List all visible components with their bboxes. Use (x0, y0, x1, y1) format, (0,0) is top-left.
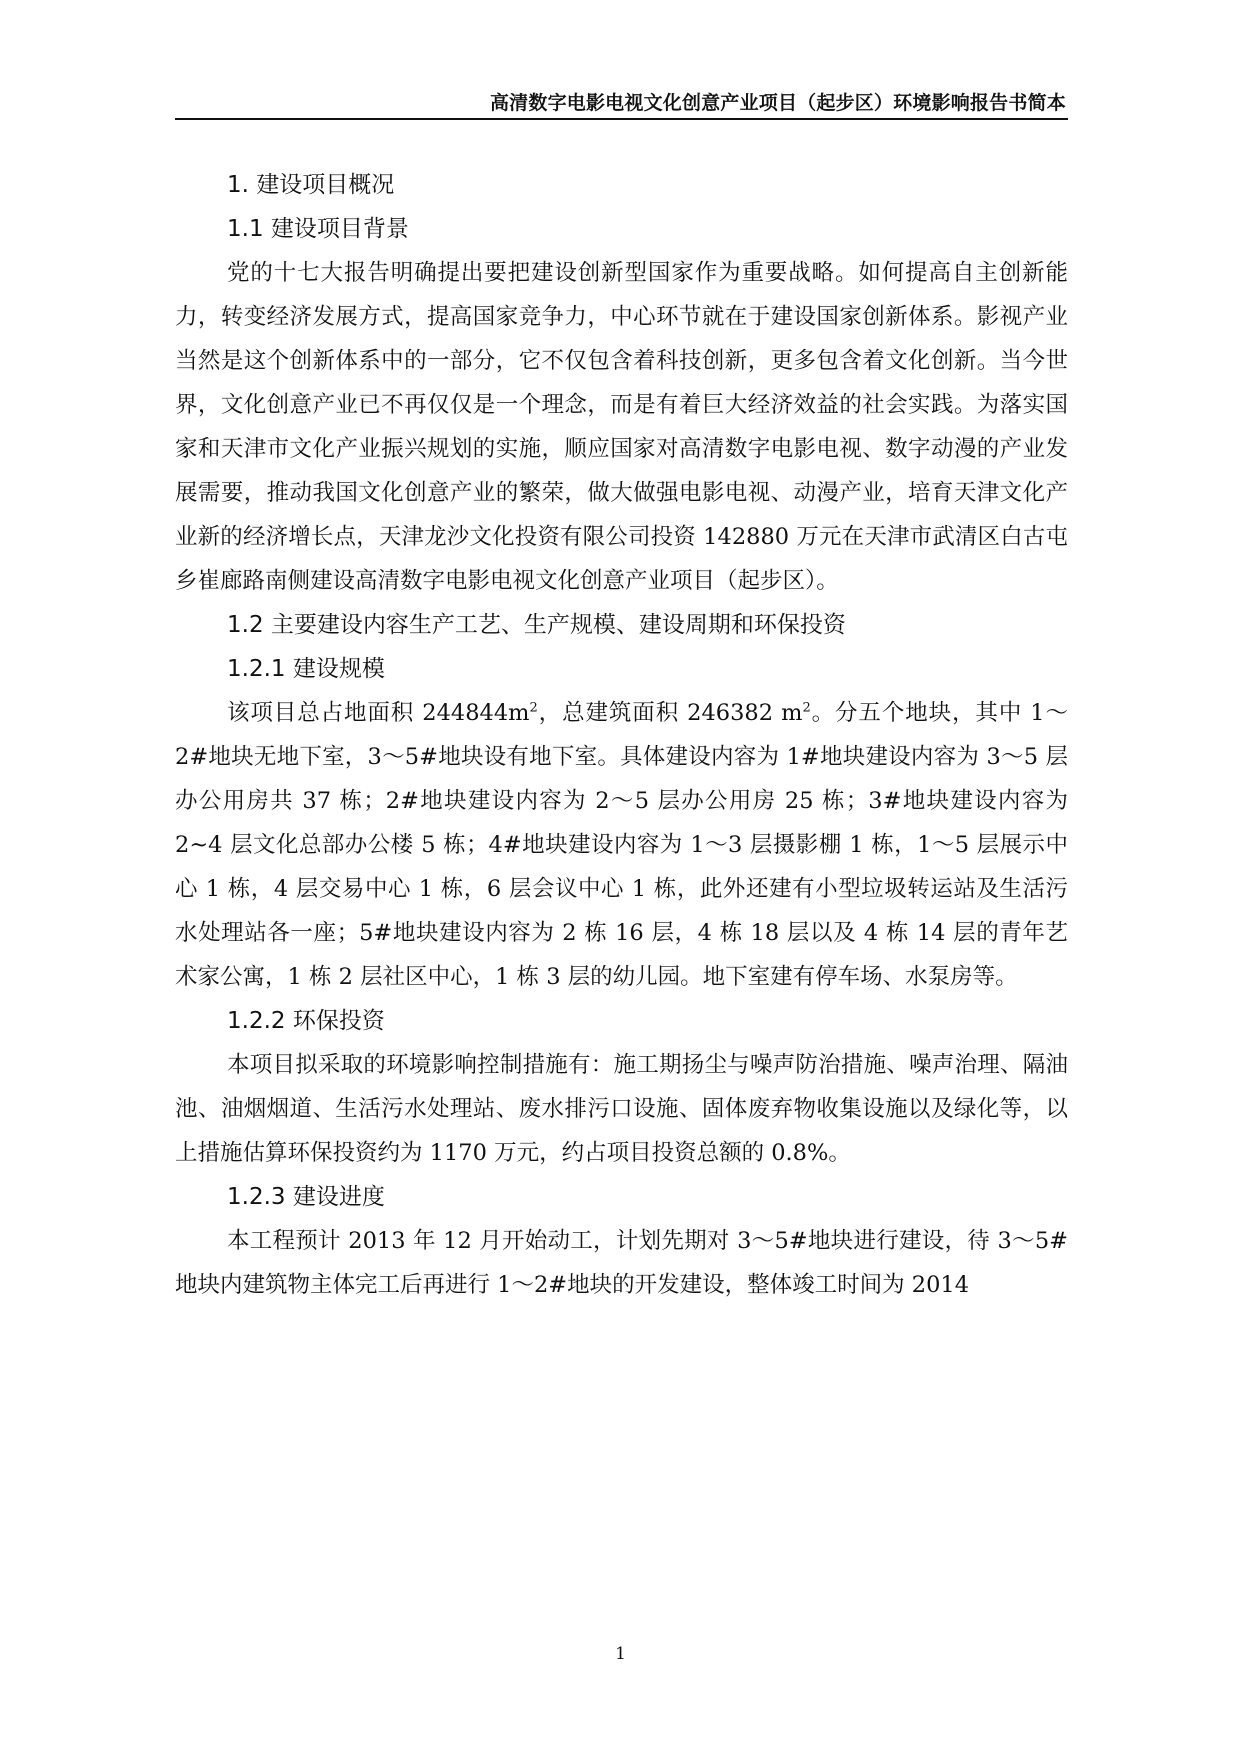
section-heading-1-2: 1.2 主要建设内容生产工艺、生产规模、建设周期和环保投资 (227, 612, 846, 638)
document-title: 高清数字电影电视文化创意产业项目（起步区）环境影响报告书简本 (489, 92, 1066, 114)
scale-text-part-c: 。分五个地块，其中 1～2#地块无地下室，3～5#地块设有地下室。具体建设内容为 1#地块建设内容为 3～5 层办公用房共 37 栋；2#地块建设内容为 2～5 层办公用房 25 栋；3#地块建设内容为 2~4 层文化总部办公楼 5 栋；4#地块建设内容为 1～3 层摄影棚 1 栋，1～5 层展示中心 1 栋，4 层交易中心 1 栋，6 层会议中心 1 栋，此外还建有小型垃圾转运站及生活污水处理站各一座；5#地块建设内容为 2 栋 16 层，4 栋 18 层以及 4 栋 14 层的青年艺术家公寓，1 栋 2 层社区中心，1 栋 3 层的幼儿园。地下室建有停车场、水泵房等。 (175, 700, 1069, 990)
superscript-squared: 2 (802, 700, 811, 716)
section-heading-1-1: 1.1 建设项目背景 (227, 216, 409, 242)
section-heading-1-2-2: 1.2.2 环保投资 (227, 1008, 385, 1034)
section-heading-1: 1. 建设项目概况 (227, 172, 395, 198)
page-number: 1 (615, 1644, 626, 1664)
scale-text-part-b: ，总建筑面积 246382 m (537, 700, 803, 726)
investment-paragraph: 本项目拟采取的环境影响控制措施有：施工期扬尘与噪声防治措施、噪声治理、隔油池、油烟烟道、生活污水处理站、废水排污口设施、固体废弃物收集设施以及绿化等，以上措施估算环保投资约为 1170 万元，约占项目投资总额的 0.8%。 (175, 1052, 1068, 1166)
background-paragraph: 党的十七大报告明确提出要把建设创新型国家作为重要战略。如何提高自主创新能力，转变经济发展方式，提高国家竞争力，中心环节就在于建设国家创新体系。影视产业当然是这个创新体系中的一部分，它不仅包含着科技创新，更多包含着文化创新。当今世界，文化创意产业已不再仅仅是一个理念，而是有着巨大经济效益的社会实践。为落实国家和天津市文化产业振兴规划的实施，顺应国家对高清数字电影电视、数字动漫的产业发展需要，推动我国文化创意产业的繁荣，做大做强电影电视、动漫产业，培育天津文化产业新的经济增长点，天津龙沙文化投资有限公司投资 142880 万元在天津市武清区白古屯乡崔廊路南侧建设高清数字电影电视文化创意产业项目（起步区）。 (175, 260, 1068, 594)
schedule-paragraph: 本工程预计 2013 年 12 月开始动工，计划先期对 3～5#地块进行建设，待 3～5#地块内建筑物主体完工后再进行 1～2#地块的开发建设，整体竣工时间为 2014 (175, 1228, 1068, 1298)
scale-text-part-a: 该项目总占地面积 244844m (227, 700, 530, 726)
page-header (175, 86, 1068, 120)
section-heading-1-2-1: 1.2.1 建设规模 (227, 656, 385, 682)
section-heading-1-2-3: 1.2.3 建设进度 (227, 1184, 385, 1210)
document-body (175, 163, 1068, 1307)
superscript-squared: 2 (529, 700, 538, 716)
scale-paragraph (175, 691, 1068, 999)
